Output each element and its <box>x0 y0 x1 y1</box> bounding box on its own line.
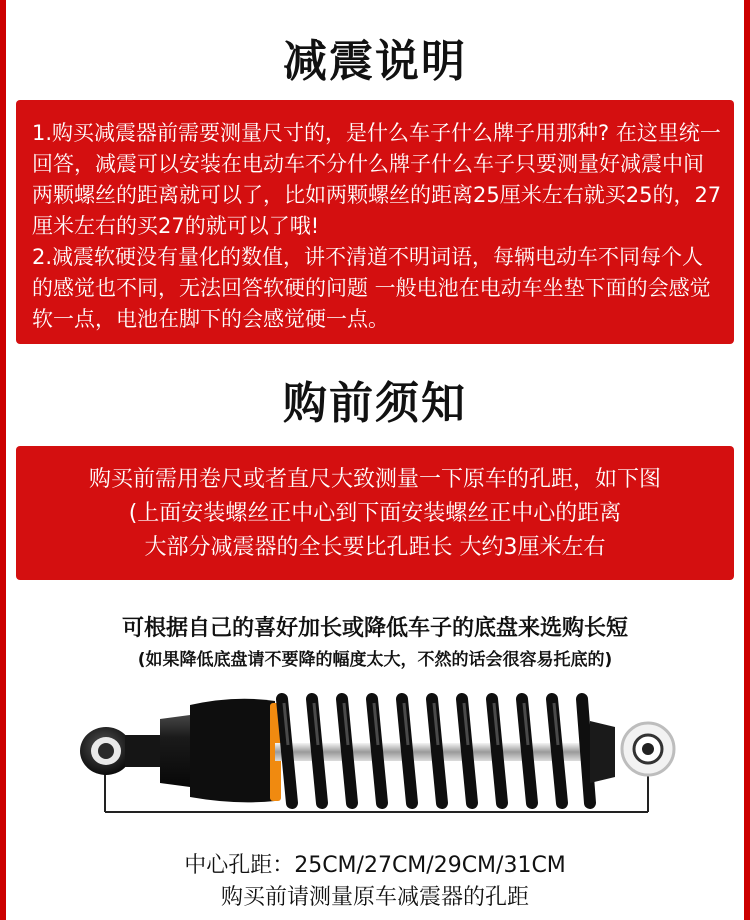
pre-purchase-line-1: 购买前需用卷尺或者直尺大致测量一下原车的孔距，如下图 <box>88 467 661 492</box>
pre-purchase-line-3: 大部分减震器的全长要比孔距长 大约3厘米左右 <box>144 535 606 560</box>
hole-distance-specs: 中心孔距：25CM/27CM/29CM/31CM <box>184 853 566 878</box>
right-mount-eyelet <box>622 723 674 775</box>
section-title-pre-purchase: 购前须知 <box>283 378 467 429</box>
pre-purchase-line-2: (上面安装螺丝正中心到下面安装螺丝正中心的距离 <box>128 501 622 526</box>
pre-purchase-box <box>16 446 734 580</box>
piston-rod <box>275 743 615 761</box>
note-paragraph-2: 2.减震软硬没有量化的数值，讲不清道不明词语，每辆电动车不同每个人的感觉也不同，无法回答软硬的问题 一般电池在电动车坐垫下面的会感觉软一点，电池在脚下的会感觉硬一点。 <box>32 245 711 331</box>
coil-highlight <box>284 703 558 745</box>
measure-instruction: 购买前请测量原车减震器的孔距 <box>220 885 529 910</box>
upper-spring-seat <box>590 721 615 783</box>
section-title-shock-notes: 减震说明 <box>283 36 467 87</box>
length-tip-note: (如果降低底盘请不要降的幅度太大，不然的话会很容易托底的) <box>137 650 613 670</box>
note-paragraph-1: 1.购买减震器前需要测量尺寸的，是什么车子什么牌子用那种? 在这里统一回答，减震可以安装在电动车不分什么牌子什么车子只要测量好减震中间两颗螺丝的距离就可以了，比如两颗螺丝的距离25厘米左右就买25的，27厘米左右的买27的就可以了哦! <box>32 121 722 238</box>
left-mount-eyelet <box>80 727 132 775</box>
length-tip: 可根据自己的喜好加长或降低车子的底盘来选购长短 <box>121 616 628 641</box>
shock-notes-box <box>16 100 734 344</box>
shock-absorber-illustration <box>70 685 690 835</box>
lower-neck <box>125 735 165 767</box>
damper-reservoir <box>190 699 275 803</box>
